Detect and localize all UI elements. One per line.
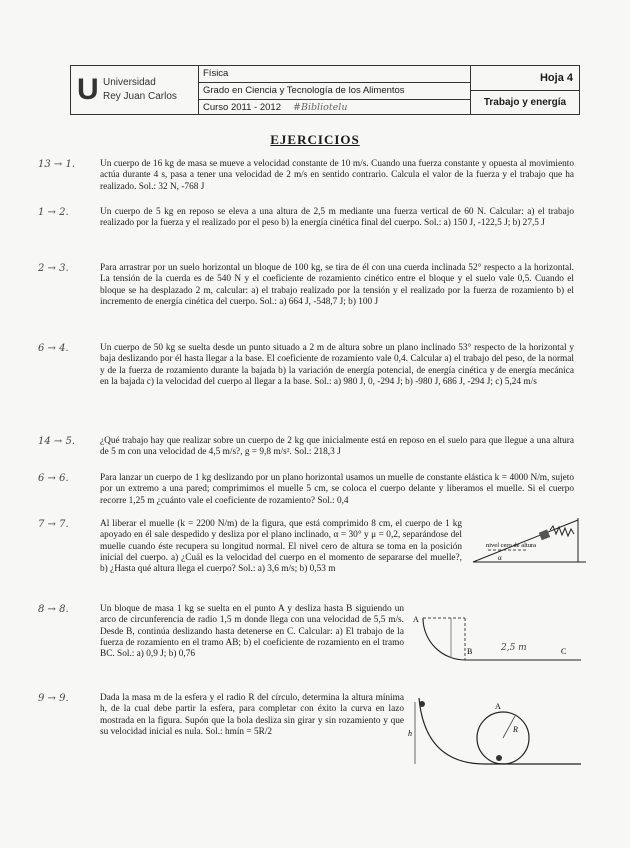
figure-loop xyxy=(405,692,583,768)
exercise-text: Para arrastrar por un suelo horizontal un bloque de 100 kg, se tira de él con una cuerda inclinada 52° respecto a la horizontal. La tensión de la cuerda es de 540 N y el coeficiente de rozamiento cinético entre el bloque y el suelo vale 0,5. Cuando el bloque se ha desplazado 2 m, calcular: a) el trabajo realizado por la tensión y el realizado por la fuerza de rozamiento b) el incremento de energía cinética del cuerpo. Sol.: a) 664 J, -548,7 J; b) 100 J xyxy=(100,263,574,307)
exercise-text: Un bloque de masa 1 kg se suelta en el punto A y desliza hasta B siguiendo un arco de circunferencia de radio 1,5 m donde llega con una velocidad de 5,5 m/s. Desde B, continúa deslizando hasta detenerse en C. Calcular: a) El trabajo de la fuerza de rozamiento en el tramo AB; b) el coeficiente de rozamiento en el tramo BC. Sol.: a) 0,9 J; b) 0,76 xyxy=(100,604,404,660)
exercise-3 xyxy=(38,263,574,308)
exercise-mark: 6 → 6. xyxy=(38,473,69,484)
exercise-text: Un cuerpo de 5 kg en reposo se eleva a una altura de 2,5 m mediante una fuerza vertical de 60 N. Calcular: a) el trabajo realizado por la fuerza y el realizado por el peso b) la energía cinética final del cuerpo. Sol.: a) 150 J, -122,5 J; b) 27,5 J xyxy=(100,207,574,229)
exercise-mark: 9 → 9. xyxy=(38,693,69,704)
exercise-mark: 8 → 8. xyxy=(38,604,69,615)
exercise-6 xyxy=(38,473,574,507)
exercise-mark: 2 → 3. xyxy=(38,263,69,274)
height-label: h xyxy=(408,729,412,738)
exercise-4 xyxy=(38,343,574,388)
exercise-5 xyxy=(38,436,574,459)
exercise-text: Dada la masa m de la esfera y el radio R del círculo, determina la altura mínima h, de la cual debe partir la esfera, para completar con éxito la curva en lazo mostrada en la figura. Supón que la bola desliza sin girar y sin rozamiento y que su velocidad inicial es nula. Sol.: hmín = 5R/2 xyxy=(100,693,404,737)
exercise-mark: 13 → 1. xyxy=(38,159,76,170)
block-shape xyxy=(539,529,550,540)
university-logo xyxy=(71,66,199,114)
exercise-mark: 6 → 4. xyxy=(38,343,69,354)
topic: Trabajo y energía xyxy=(483,96,567,108)
exercise-text: Un cuerpo de 16 kg de masa se mueve a velocidad constante de 10 m/s. Cuando una fuerza constante y opuesta al movimiento actúa durante 4 s, pasa a tener una velocidad de 2 m/s en sentido contrario. Calcula el valor de la fuerza y el trabajo que ha realizado. Sol.: 32 N, -768 J xyxy=(100,159,574,192)
zero-level-label: nivel cero de altura xyxy=(486,542,536,549)
radius-label: R xyxy=(513,725,518,734)
page-title: EJERCICIOS xyxy=(270,132,360,147)
university-line-1: Universidad xyxy=(103,77,156,88)
exercise-1 xyxy=(38,159,574,193)
exercise-text: ¿Qué trabajo hay que realizar sobre un cuerpo de 2 kg que inicialmente está en reposo en el suelo para que llegue a una altura de 5 m con una velocidad de 4,5 m/s?, g = 9,8 m/s². Sol.: 218,3 J xyxy=(100,436,574,458)
degree: Grado en Ciencia y Tecnología de los Alimentos xyxy=(199,83,470,100)
course: Curso 2011 - 2012 xyxy=(203,102,281,113)
angle-label: α xyxy=(498,554,502,562)
exercise-mark: 1 → 2. xyxy=(38,207,69,218)
subject: Física xyxy=(199,66,470,83)
exercise-text: Para lanzar un cuerpo de 1 kg deslizando por un plano horizontal usamos un muelle de constante elástica k = 4000 N/m, sujeto por un extremo a una pared; comprimimos el muelle 5 cm, se coloca el cuerpo delante y liberamos el muelle. Si el cuerpo recorre 1,25 m ¿cuánto vale el coeficiente de rozamiento? Sol.: 0,4 xyxy=(100,473,574,506)
header-table xyxy=(70,65,580,115)
logo-letter: U xyxy=(77,73,99,106)
exercise-8 xyxy=(38,604,404,660)
sheet-number: Hoja 4 xyxy=(471,66,579,91)
university-line-2: Rey Juan Carlos xyxy=(103,91,177,102)
exercise-text: Un cuerpo de 50 kg se suelta desde un punto situado a 2 m de altura sobre un plano inclinado 53° respecto de la horizontal y baja deslizando por él hasta llegar a la base. El coeficiente de rozamiento vale 0,4. Calcular a) el trabajo del peso, de la normal y de la fuerza de rozamiento durante la bajada b) la variación de energía potencial, de energía cinética y de energía mecánica en la bajada c) la velocidad del cuerpo al llegar a la base. Sol.: a) 980 J, 0, -294 J; b) -980 J, 686 J, -294 J; c) 5,24 m/s xyxy=(100,343,574,387)
point-c-label: C xyxy=(561,647,567,656)
distance-handwritten: 2,5 m xyxy=(501,643,527,653)
spring-shape xyxy=(550,526,574,536)
incline-line xyxy=(473,520,578,562)
figure-inclined-spring xyxy=(468,514,588,568)
exercise-2 xyxy=(38,207,574,230)
exercise-mark: 7 → 7. xyxy=(38,519,69,530)
exercise-9 xyxy=(38,693,404,738)
point-a-label: A xyxy=(413,615,419,624)
exercise-7 xyxy=(38,519,462,575)
figure-arc-track xyxy=(405,610,583,670)
exercise-text: Al liberar el muelle (k = 2200 N/m) de la figura, que está comprimido 8 cm, el cuerpo de 1 kg apoyado en él sale despedido y desliza por el plano inclinado, α = 30° y μ = 0,2, separándose del muelle cuando éste recupera su longitud normal. El nivel cero de altura se toma en la posición inicial del cuerpo. a) ¿Cuál es la velocidad del cuerpo en el momento de separarse del muelle?, b) ¿Hasta qué altura llega el cuerpo? Sol.: a) 3,6 m/s; b) 0,53 m xyxy=(100,519,462,575)
ball-bottom xyxy=(496,755,502,761)
ball-start xyxy=(419,701,425,707)
point-a-label: A xyxy=(495,702,501,711)
point-b-label: B xyxy=(467,647,473,656)
exercise-mark: 14 → 5. xyxy=(38,436,76,447)
arc-path xyxy=(423,618,465,660)
handwritten-note: #Bibliotelu xyxy=(293,102,348,113)
